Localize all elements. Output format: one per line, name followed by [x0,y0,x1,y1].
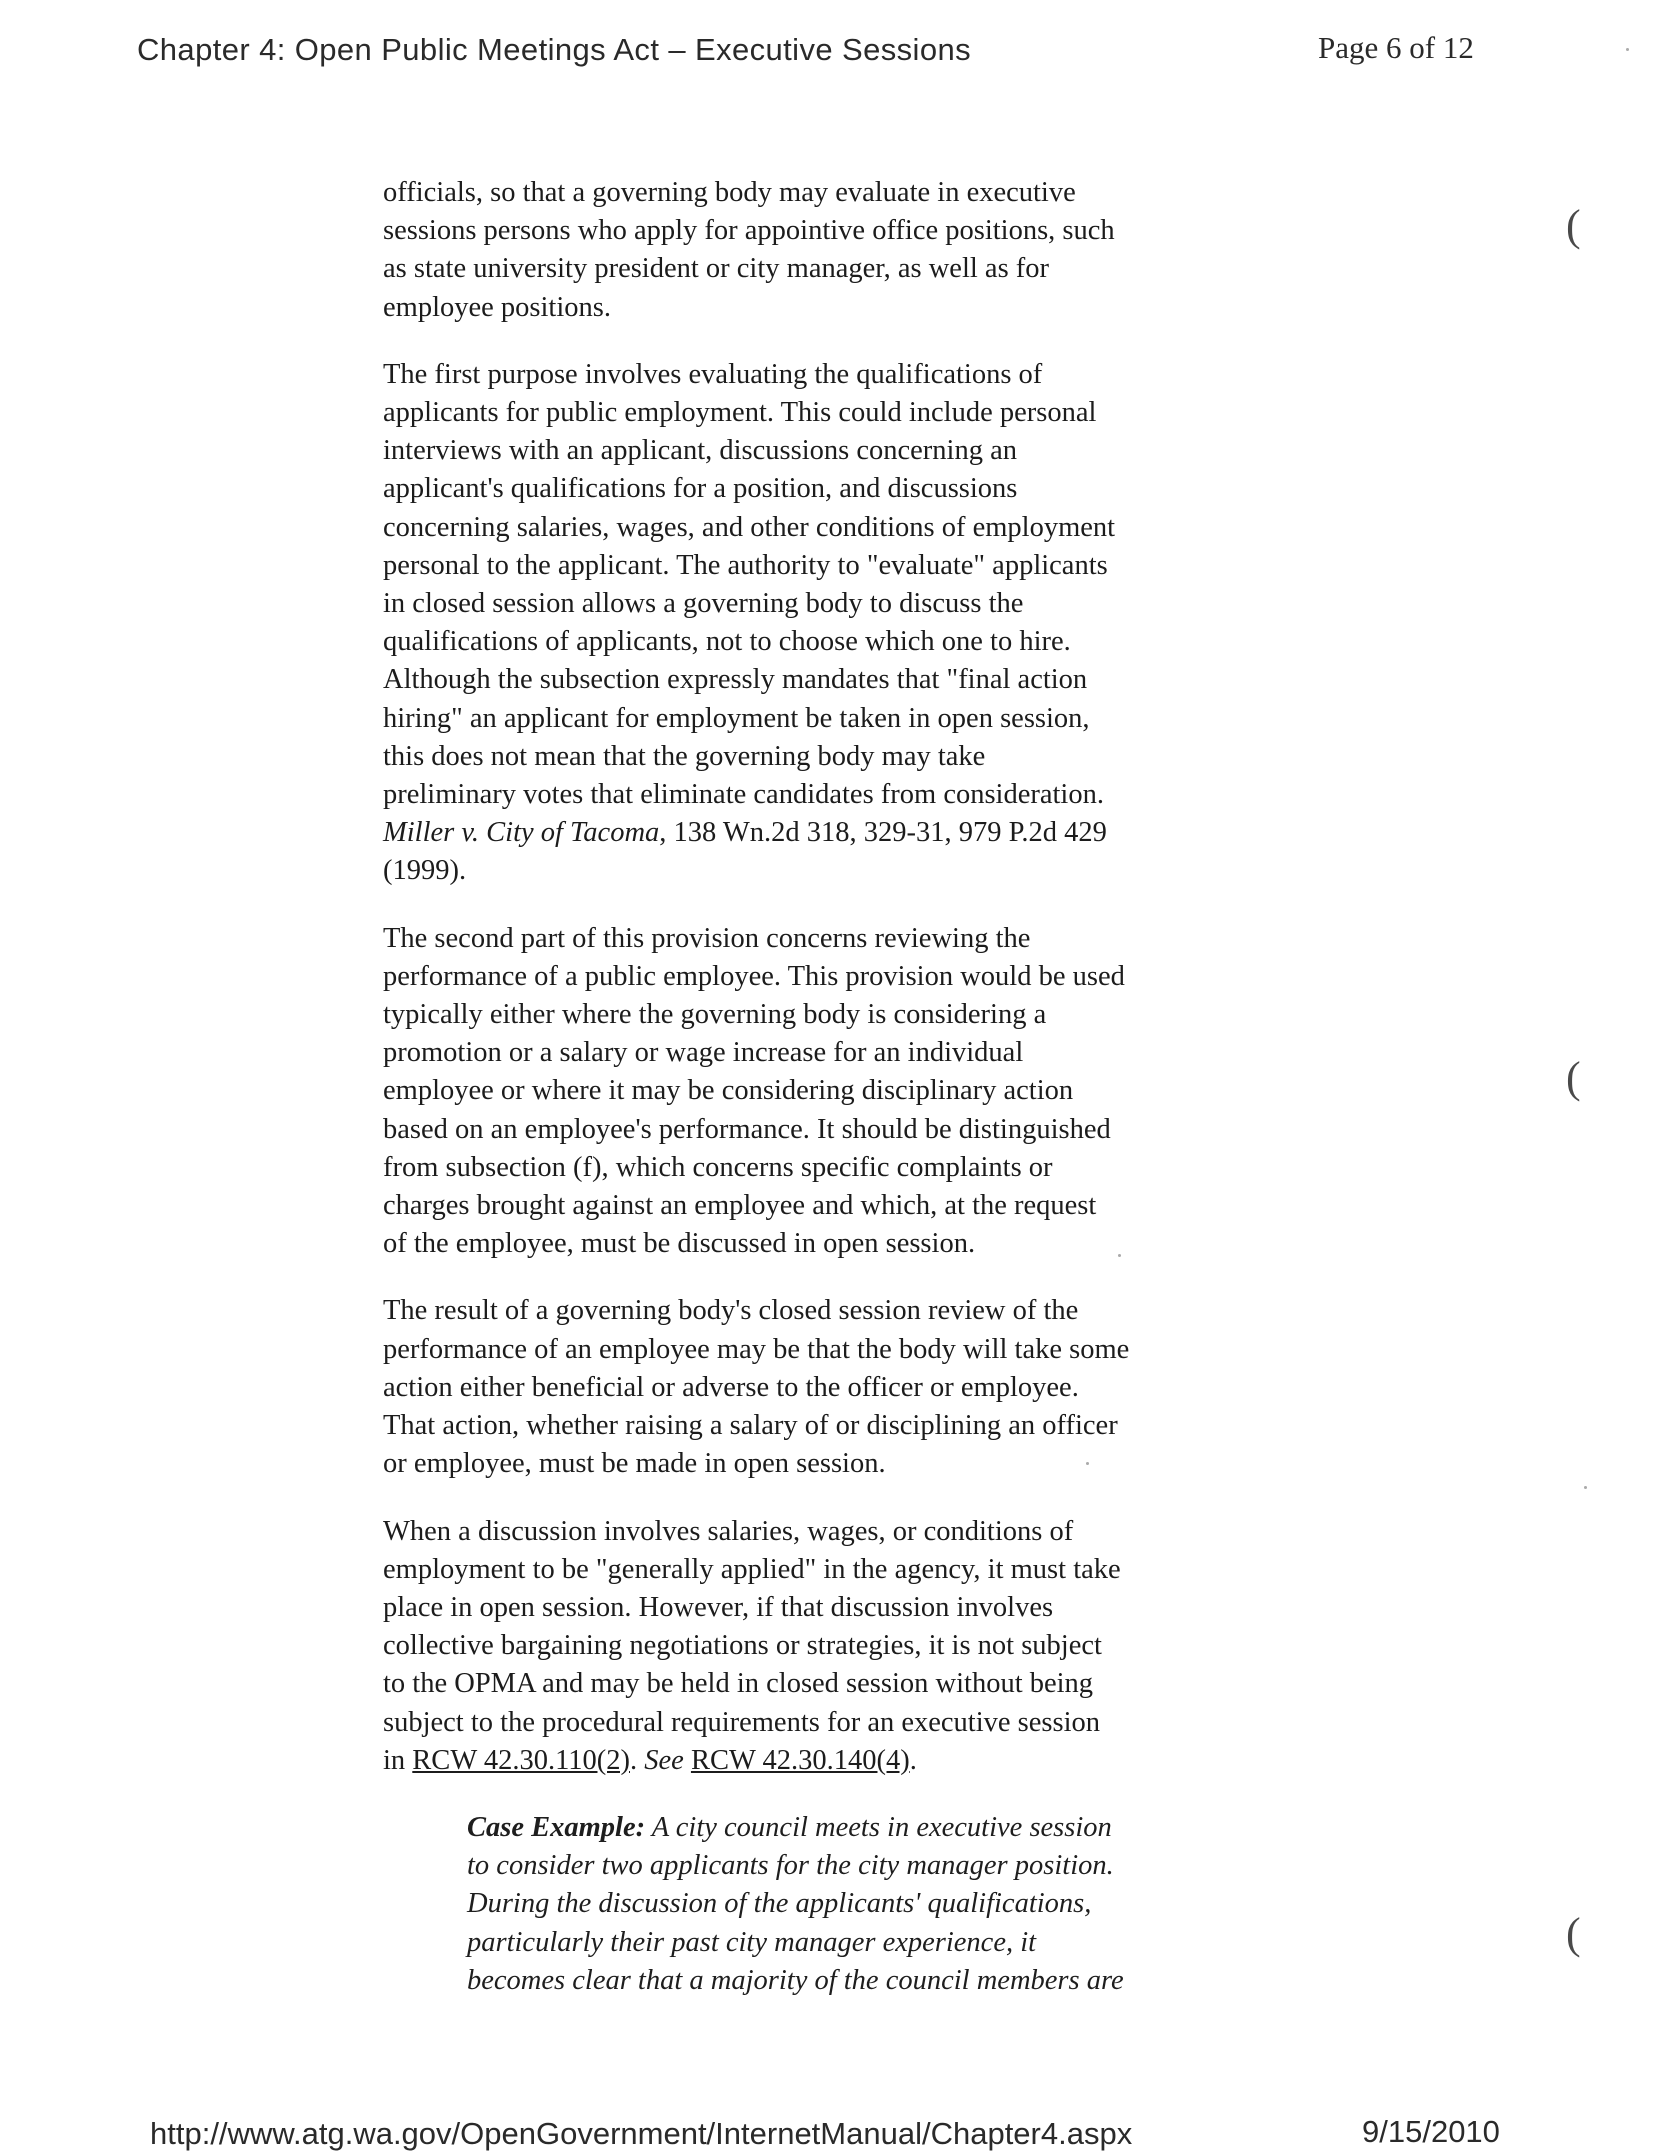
text-line: or employee, must be made in open session. [383,1448,886,1480]
see-signal: See [644,1744,684,1776]
text-line: charges brought against an employee and which, at the request [383,1190,1097,1222]
text-line: employee positions. [383,291,611,323]
footer-url: http://www.atg.wa.gov/OpenGovernment/InternetManual/Chapter4.aspx [150,2116,1133,2151]
text-line: to the OPMA and may be held in closed session without being [383,1668,1094,1700]
document-body [383,174,1263,2000]
margin-hole-mark: ( [1566,1909,1581,1958]
case-example-line: becomes clear that a majority of the council members are [467,1964,1124,1996]
rcw-42-30-140-link[interactable]: RCW 42.30.140(4) [690,1744,910,1776]
scan-speck [1584,1486,1587,1489]
text-line: in closed session allows a governing body to discuss the [383,588,1024,620]
scan-speck [1118,1254,1121,1257]
link-separator: . [630,1744,645,1776]
text-line: qualifications of applicants, not to choose which one to hire. [383,626,1071,658]
text-line: collective bargaining negotiations or strategies, it is not subject [383,1630,1102,1662]
chapter-title: Chapter 4: Open Public Meetings Act – Executive Sessions [137,32,972,67]
margin-hole-mark: ( [1566,1053,1581,1102]
text-line: concerning salaries, wages, and other conditions of employment [383,511,1116,543]
scan-speck [1626,48,1629,51]
text-line: interviews with an applicant, discussions concerning an [383,435,1017,467]
case-example-line: During the discussion of the applicants' qualifications, [467,1888,1092,1920]
text-line: of the employee, must be discussed in open session. [383,1228,976,1260]
text-line: performance of an employee may be that the body will take some [383,1333,1130,1365]
text-line: this does not mean that the governing body may take [383,740,986,772]
case-example-line: to consider two applicants for the city manager position. [467,1850,1114,1882]
line-suffix: . [909,1744,917,1776]
case-example-label: Case Example: [467,1811,646,1843]
text-line: applicants for public employment. This could include personal [383,397,1097,429]
text-line: The second part of this provision concerns reviewing the [383,922,1031,954]
citation-year: (1999). [383,855,467,887]
text-line: The first purpose involves evaluating the qualifications of [383,358,1043,390]
text-line: employment to be "generally applied" in the agency, it must take [383,1553,1121,1585]
text-line: subject to the procedural requirements for an executive session [383,1706,1100,1738]
text-line: based on an employee's performance. It should be distinguished [383,1113,1111,1145]
footer-date: 9/15/2010 [1362,2114,1500,2149]
text-line: applicant's qualifications for a position, and discussions [383,473,1018,505]
text-line: hiring" an applicant for employment be taken in open session, [383,702,1090,734]
case-citation-name: Miller v. City of Tacoma [383,817,660,849]
case-example-text: A city council meets in executive session [645,1811,1112,1843]
text-line: officials, so that a governing body may evaluate in executive [383,177,1076,208]
text-line: The result of a governing body's closed session review of the [383,1295,1079,1327]
paragraph-2 [383,356,1263,891]
paragraph-4 [383,1292,1263,1483]
case-example-first-line [467,1809,1287,1847]
text-line: sessions persons who apply for appointive office positions, such [383,215,1115,247]
text-line: preliminary votes that eliminate candidates from consideration. [383,779,1104,811]
text-line: employee or where it may be considering disciplinary action [383,1075,1074,1107]
case-example-block [467,1809,1287,2000]
reference-line [383,1742,1263,1780]
citation-line [383,814,1263,852]
text-line: Although the subsection expressly mandates that "final action [383,664,1088,696]
page-number: Page 6 of 12 [1318,30,1474,65]
text-line: place in open session. However, if that discussion involves [383,1591,1054,1623]
text-line: When a discussion involves salaries, wages, or conditions of [383,1515,1074,1547]
margin-hole-mark: ( [1566,201,1581,250]
case-example-line: particularly their past city manager experience, it [467,1926,1037,1958]
text-line: That action, whether raising a salary of or disciplining an officer [383,1410,1118,1442]
text-line: promotion or a salary or wage increase for an individual [383,1037,1024,1069]
paragraph-1 [383,174,1263,327]
text-line: personal to the applicant. The authority to "evaluate" applicants [383,549,1108,581]
case-citation-reporter: , 138 Wn.2d 318, 329-31, 979 P.2d 429 [659,817,1107,849]
paragraph-3 [383,920,1263,1264]
text-line: from subsection (f), which concerns specific complaints or [383,1151,1053,1183]
paragraph-5 [383,1513,1263,1780]
text-line: action either beneficial or adverse to the officer or employee. [383,1371,1079,1403]
text-line: as state university president or city manager, as well as for [383,253,1050,285]
rcw-42-30-110-link[interactable]: RCW 42.30.110(2) [412,1744,630,1776]
text-line: typically either where the governing body is considering a [383,999,1047,1031]
text-line: performance of a public employee. This provision would be used [383,960,1125,992]
scan-speck [1086,1462,1089,1465]
line-prefix: in [383,1744,413,1776]
